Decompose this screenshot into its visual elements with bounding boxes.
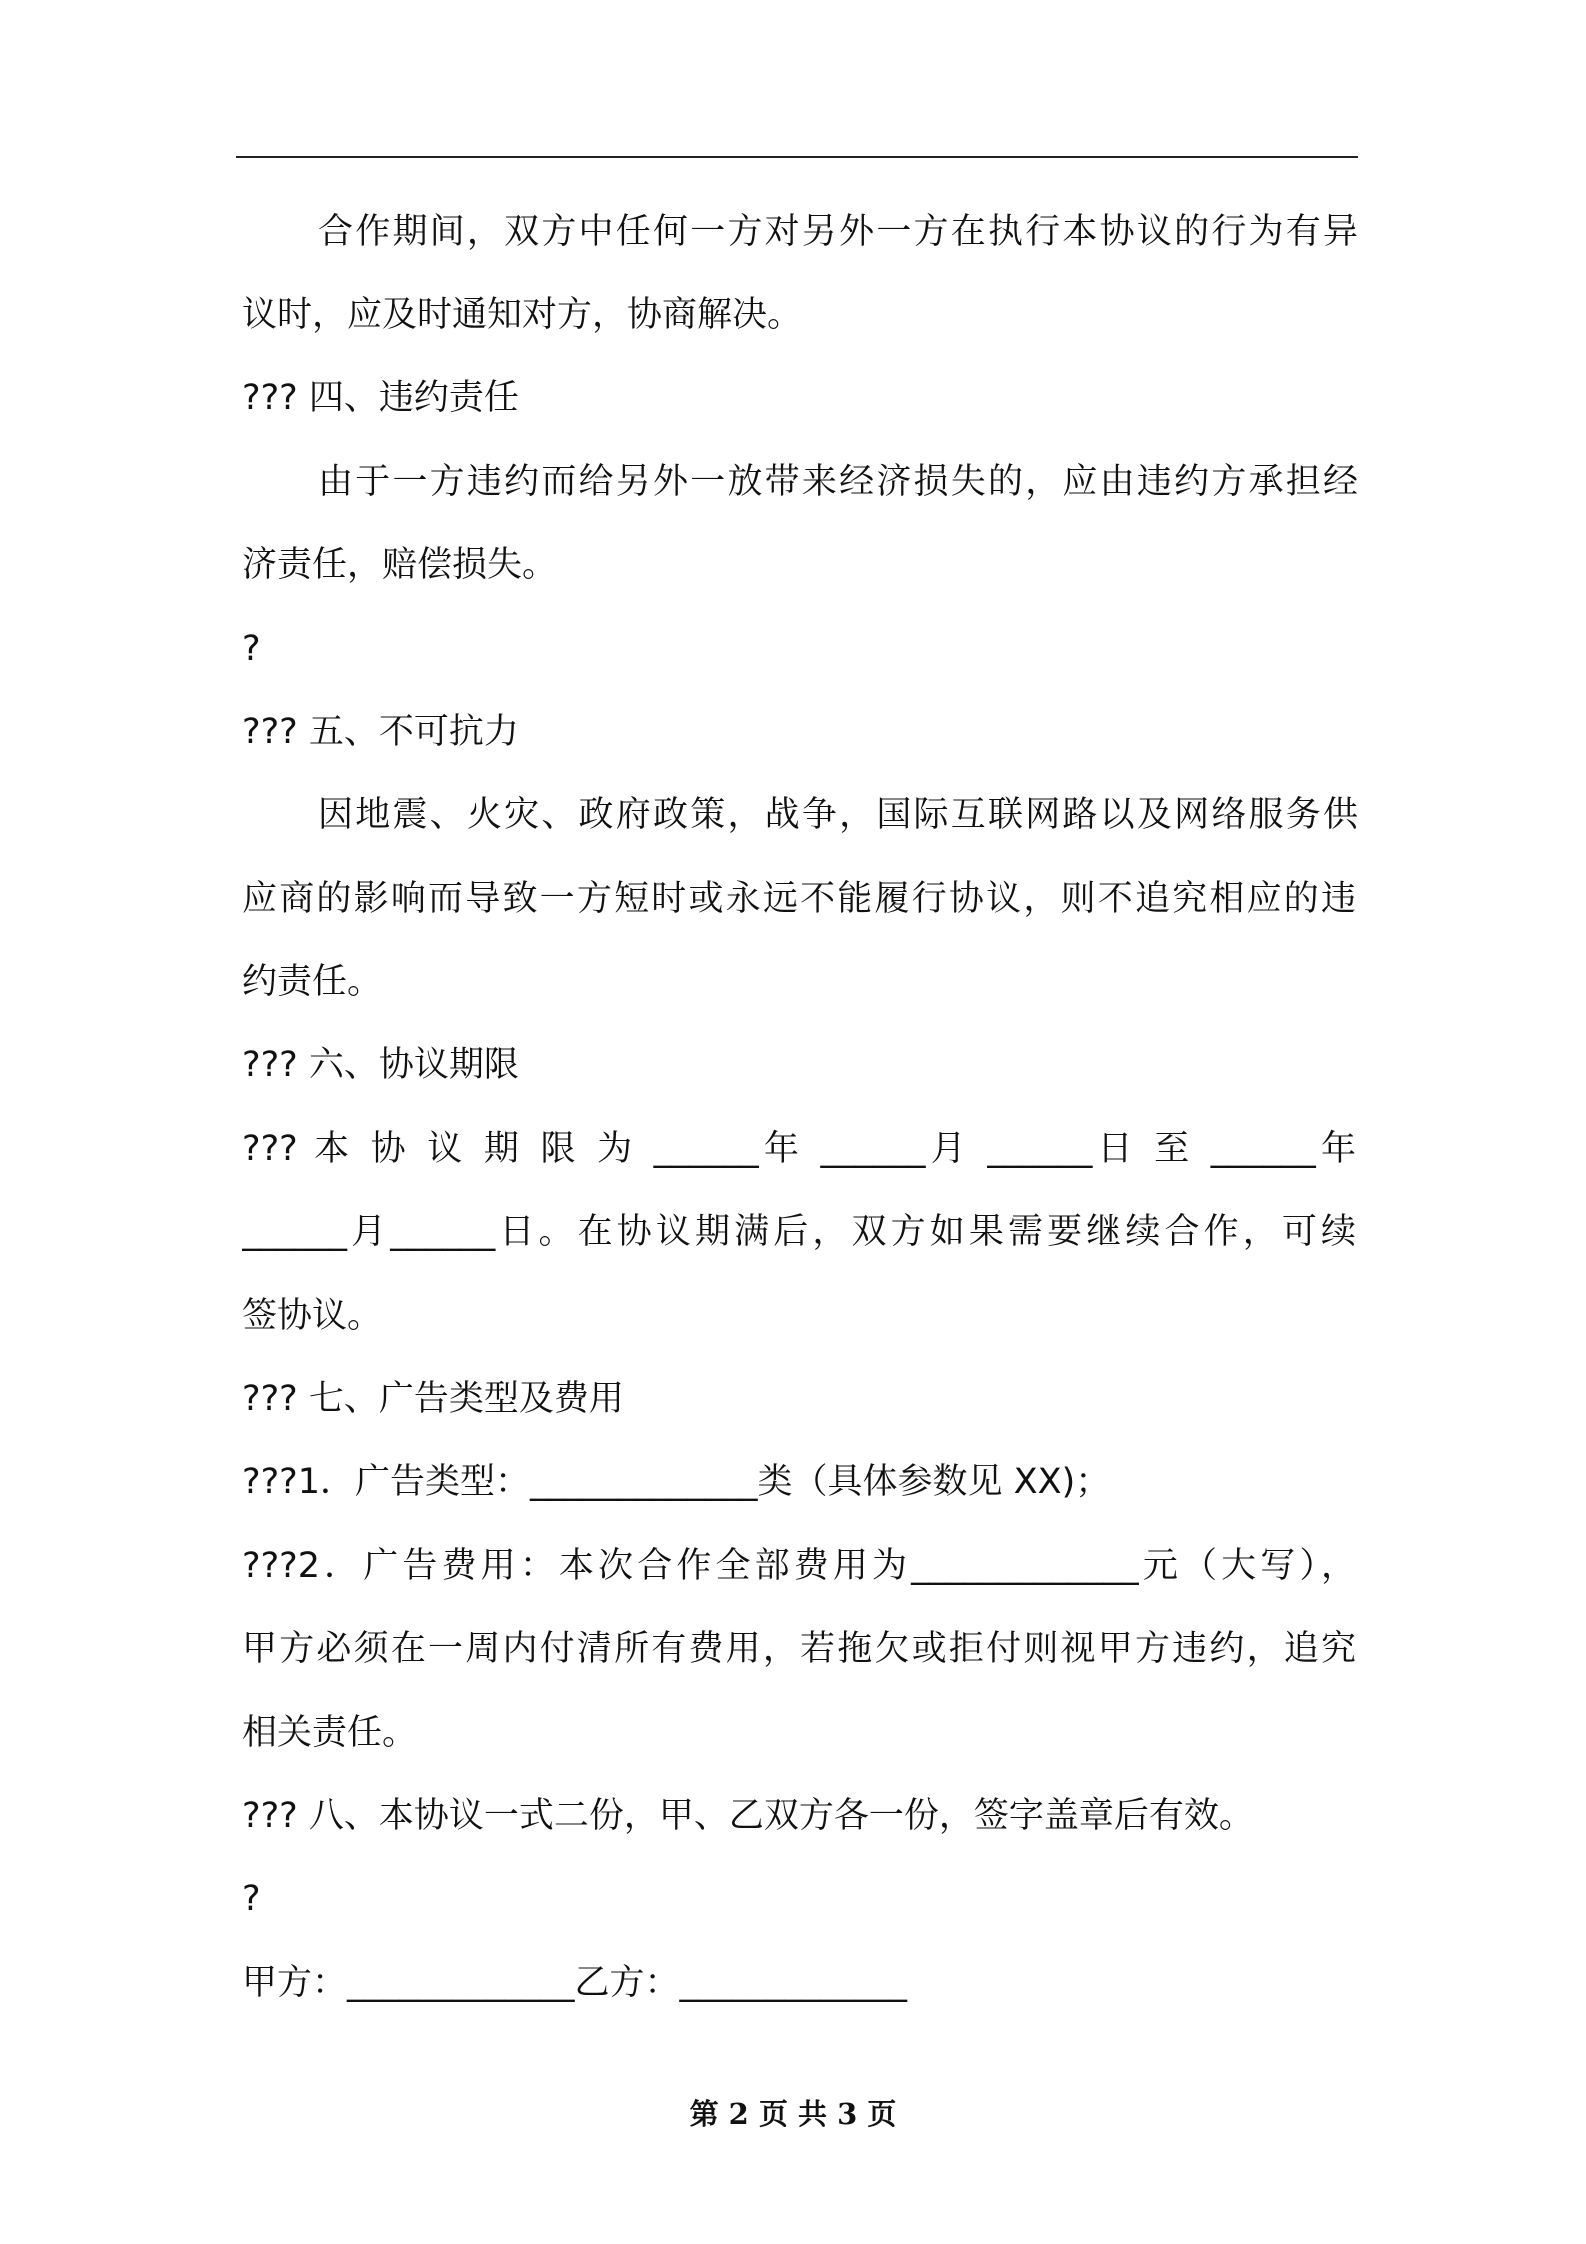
paragraph-term-line-3: 签协议。 — [242, 1296, 383, 1336]
section-heading-copies: ??? 八、本协议一式二份，甲、乙双方各一份，签字盖章后有效。 — [242, 1796, 1254, 1836]
paragraph-force-majeure-line-2: 应商的影响而导致一方短时或永远不能履行协议，则不追究相应的违 — [242, 879, 1356, 919]
page-number-footer: 第 2 页 共 3 页 — [689, 2097, 897, 2131]
paragraph-breach-line-2: 济责任，赔偿损失。 — [242, 545, 558, 585]
section-heading-term: ??? 六、协议期限 — [242, 1045, 519, 1085]
section-heading-ad-type-fees: ??? 七、广告类型及费用 — [242, 1379, 624, 1419]
item-ad-fee-line-2: 甲方必须在一周内付清所有费用，若拖欠或拒付则视甲方违约，追究 — [242, 1629, 1356, 1669]
section-heading-breach: ??? 四、违约责任 — [242, 378, 519, 418]
paragraph-force-majeure-line-3: 约责任。 — [242, 962, 383, 1002]
item-ad-fee-line-1: ???2．广告费用：本次合作全部费用为_____________元（大写）， — [242, 1546, 1356, 1586]
paragraph-cooperation-line-2: 议时，应及时通知对方，协商解决。 — [242, 295, 803, 335]
signature-line: 甲方：_____________乙方：_____________ — [242, 1963, 908, 2003]
paragraph-term-line-2: ______月______日。在协议期满后，双方如果需要继续合作，可续 — [242, 1212, 1356, 1252]
paragraph-breach-line-1: 由于一方违约而给另外一放带来经济损失的，应由违约方承担经 — [318, 462, 1358, 502]
section-heading-force-majeure: ??? 五、不可抗力 — [242, 712, 519, 752]
item-ad-fee-line-3: 相关责任。 — [242, 1713, 418, 1753]
placeholder-mark-2: ? — [242, 1879, 261, 1919]
item-ad-type: ???1．广告类型：_____________类（具体参数见 XX)； — [242, 1462, 1111, 1502]
header-rule — [236, 156, 1358, 158]
placeholder-mark: ? — [242, 629, 261, 669]
paragraph-cooperation-line-1: 合作期间，双方中任何一方对另外一方在执行本协议的行为有异 — [318, 212, 1358, 252]
paragraph-term-line-1: ??? 本 协 议 期 限 为 ______年 ______月 ______日 至 ______年 — [242, 1129, 1356, 1169]
paragraph-force-majeure-line-1: 因地震、火灾、政府政策，战争，国际互联网路以及网络服务供 — [318, 795, 1358, 835]
